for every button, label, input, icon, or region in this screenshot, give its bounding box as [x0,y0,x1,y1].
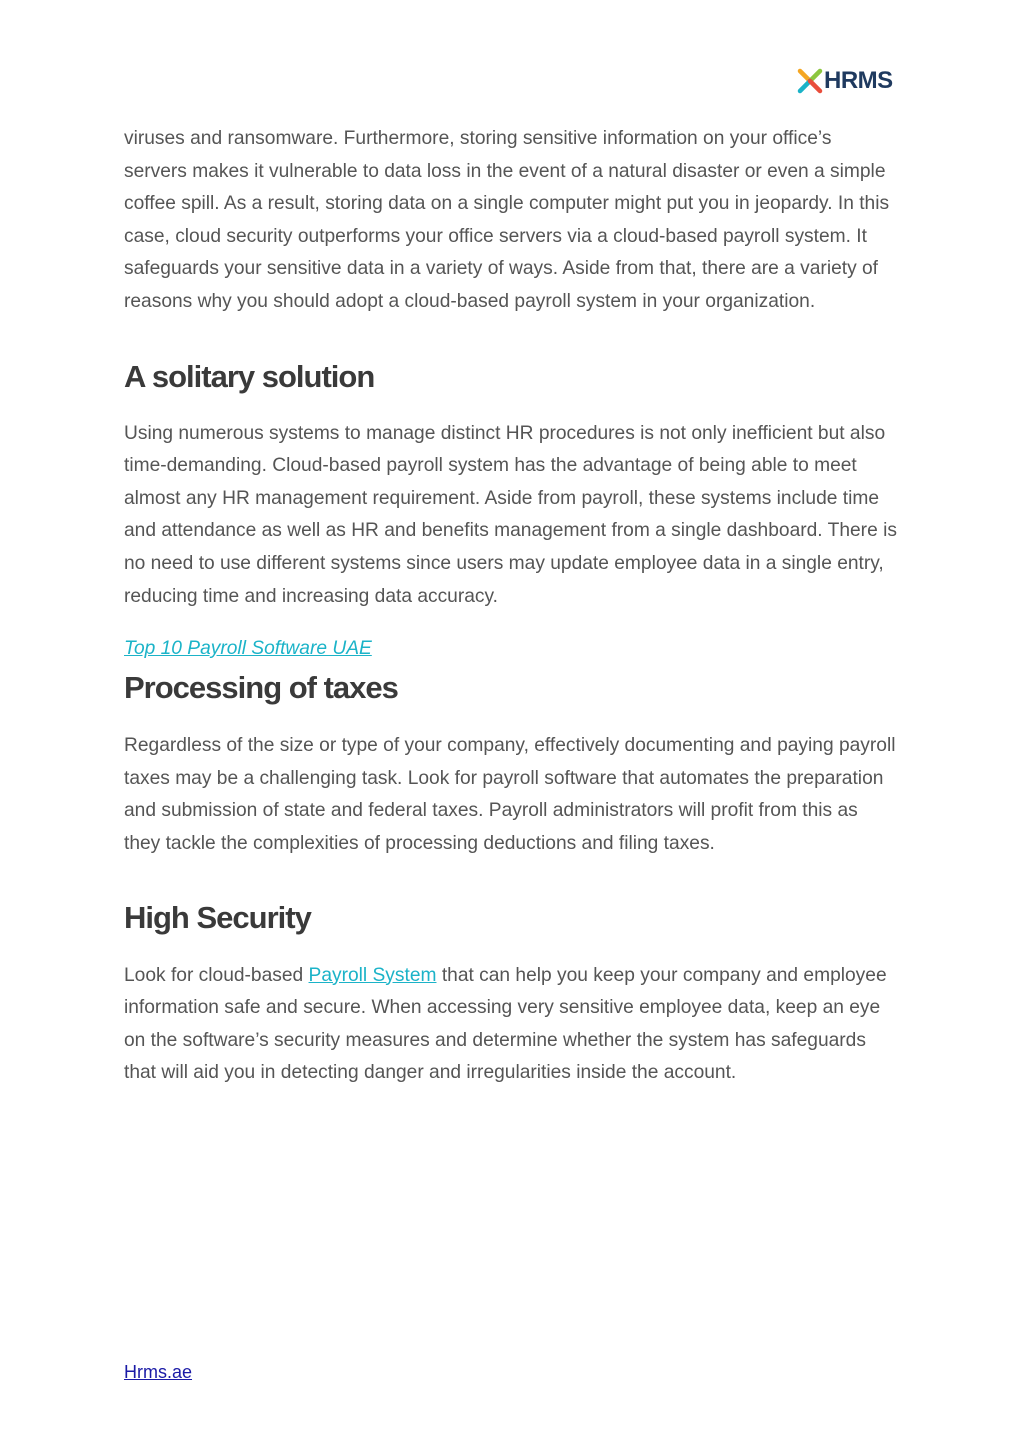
paragraph-high-security [124,960,899,1090]
paragraph-solitary-solution: Using numerous systems to manage distinct HR procedures is not only inefficient but also time-demanding. Cloud-based payroll system has the advantage of being able to meet almost any HR management requirement. Aside from payroll, these systems include time and attendance as well as HR and benefits management from a single dashboard. There is no need to use different systems since users may update employee data in a single entry, reducing time and increasing data accuracy. [124,422,897,607]
hrms-logo [797,66,893,96]
heading-high-security: High Security [124,899,311,935]
hrms-logo-icon [797,68,823,94]
high-security-text-end: that can help you keep your company and employee information safe and secure. When accessing very sensitive employee data, keep an eye on the software’s security measures and determine whether the system has safeguards that will aid you in detecting danger and irregularities inside the account. [124,964,887,1084]
related-article-link[interactable]: Top 10 Payroll Software UAE [124,638,372,660]
footer-website-link[interactable]: Hrms.ae [124,1362,193,1382]
intro-paragraph: viruses and ransomware. Furthermore, storing sensitive information on your office’s servers makes it vulnerable to data loss in the event of a natural disaster or even a simple coffee spill. As a result, storing data on a single computer might put you in jeopardy. In this case, cloud security outperforms your office servers via a cloud-based payroll system. It safeguards your sensitive data in a variety of ways. Aside from that, there are a variety of reasons why you should adopt a cloud-based payroll system in your organization. [124,128,890,312]
paragraph-processing-taxes: Regardless of the size or type of your company, effectively documenting and paying payroll taxes may be a challenging task. Look for payroll software that automates the preparation and submission of state and federal taxes. Payroll administrators will profit from this as they tackle the complexities of processing deductions and filing taxes. [124,735,896,854]
payroll-system-link[interactable]: Payroll System [308,964,437,986]
high-security-text-start: Look for cloud-based [124,964,309,986]
heading-solitary-solution: A solitary solution [124,358,375,394]
logo-text: HRMS [824,67,893,94]
document-body [124,123,899,1090]
heading-processing-taxes: Processing of taxes [124,670,398,706]
